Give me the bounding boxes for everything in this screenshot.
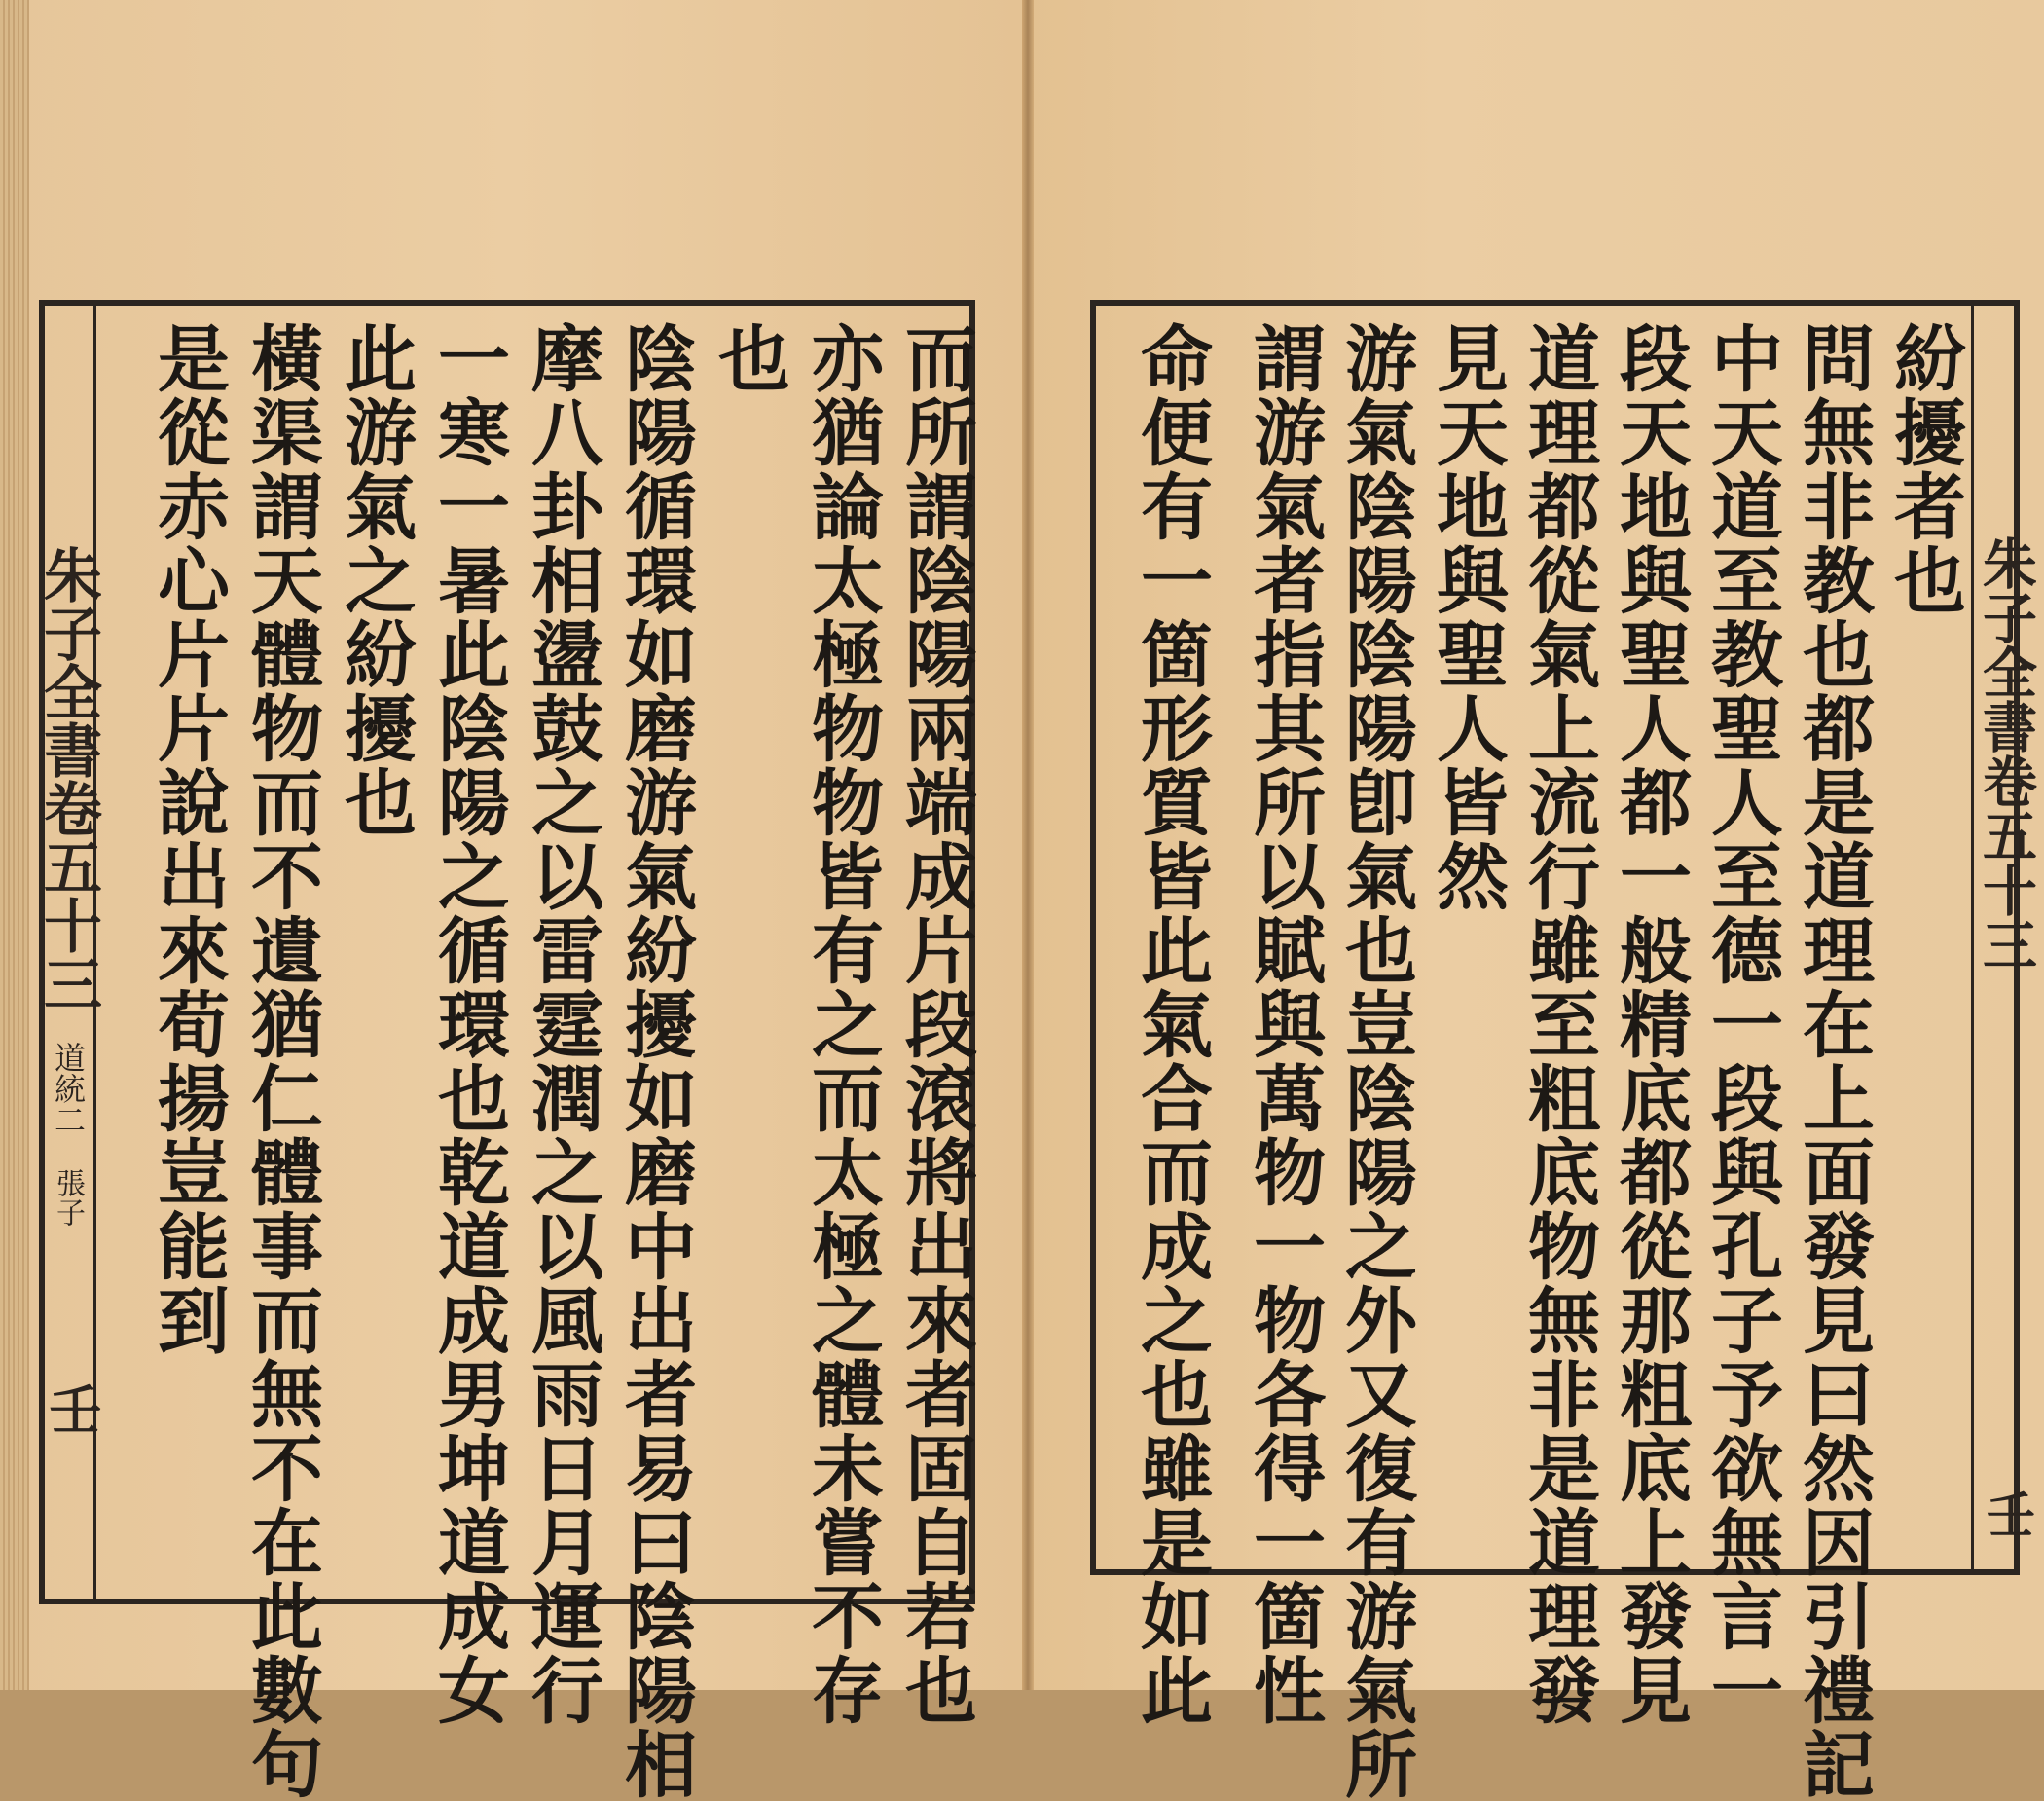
left-column-2: 亦猶論太極物物皆有之而太極之體未嘗不存 <box>800 321 884 1727</box>
right-column-5: 道理都從氣上流行雖至粗底物無非是道理發 <box>1516 321 1600 1727</box>
right-column-9: 命便有一箇形質皆此氣合而成之也雖是如此 <box>1129 321 1213 1727</box>
page-edges <box>0 0 29 1690</box>
right-gutter-page-no: 壬 <box>1979 1489 2036 1538</box>
left-gutter-title: 朱子全書卷五十三 <box>34 545 102 1012</box>
right-column-7: 游氣陰陽陰陽卽氣也豈陰陽之外又復有游氣所 <box>1333 321 1417 1801</box>
right-column-2: 問無非教也都是道理在上面發見曰然因引禮記 <box>1791 321 1875 1801</box>
right-column-4: 段天地與聖人都一般精底都從那粗底上發見 <box>1608 321 1692 1727</box>
right-column-8: 謂游氣者指其所以賦與萬物一物各得一箇性 <box>1242 321 1326 1727</box>
left-gutter-section: 道統二 <box>50 1042 87 1135</box>
left-column-4: 陰陽循環如磨游氣紛擾如磨中出者易曰陰陽相 <box>613 321 697 1801</box>
left-gutter-page-no: 壬 <box>41 1382 103 1435</box>
right-column-1: 紛擾者也 <box>1882 321 1966 617</box>
left-gutter-subsection: 張子 <box>51 1168 85 1227</box>
left-column-1: 而所謂陰陽兩端成片段滾將出來者固自若也 <box>894 321 977 1727</box>
right-column-6: 見天地與聖人皆然 <box>1425 321 1509 913</box>
left-column-5: 摩八卦相盪鼓之以雷霆潤之以風雨日月運行 <box>520 321 603 1727</box>
left-column-9: 是從赤心片片說出來荀揚豈能到 <box>146 321 230 1357</box>
left-column-3: 也 <box>707 321 790 395</box>
right-gutter-title: 朱子全書卷五十三 <box>1974 535 2038 972</box>
left-column-8: 橫渠謂天體物而不遺猶仁體事而無不在此數句 <box>239 321 323 1801</box>
left-column-7: 此游氣之紛擾也 <box>333 321 417 839</box>
right-column-3: 中天道至教聖人至德一段與孔子予欲無言一 <box>1699 321 1783 1727</box>
book-spine <box>1022 0 1034 1690</box>
left-column-6: 一寒一暑此陰陽之循環也乾道成男坤道成女 <box>426 321 510 1727</box>
